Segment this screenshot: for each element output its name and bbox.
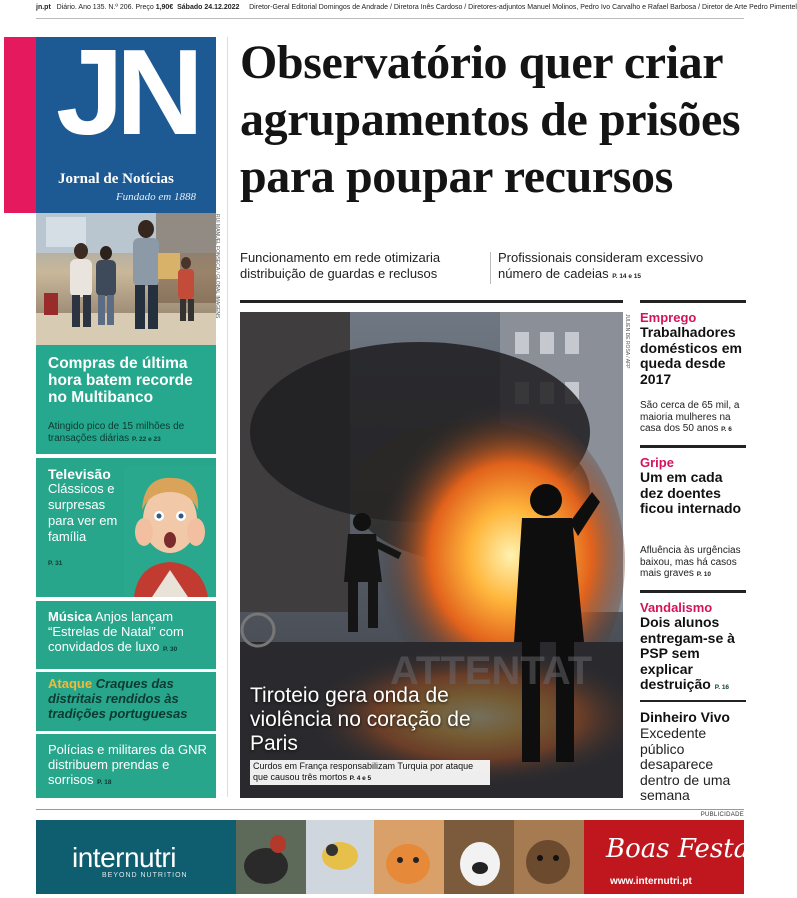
newspaper-name: Jornal de Notícias [58,171,174,187]
story-subtitle-text: São cerca de 65 mil, a maioria mulheres na casa dos 50 anos [640,400,740,434]
ad-animals-illustration [236,820,584,894]
story-box-gnr[interactable] [36,734,216,798]
ad-tagline: BEYOND NUTRITION [102,872,188,879]
story-text-body: Anjos lançam “Estrelas de Natal” com convidados de luxo [48,609,184,654]
paris-riot-photo[interactable] [240,312,623,798]
ad-greeting: Boas Festas [606,834,763,864]
story-subtitle [640,400,746,436]
story-kicker: Música [48,609,93,624]
shopping-photo[interactable] [36,213,216,345]
top-rule [36,18,744,19]
story-title-text: Dois alunos entregam-se à PSP sem explicar destruição [640,614,735,692]
story-kicker: Gripe [640,455,674,470]
ad-url[interactable]: www.internutri.pt [610,876,692,887]
main-headline[interactable]: Observatório quer criar agrupamentos de prisões para poupar recursos [240,36,741,203]
ad-brand-name: internutri [72,842,176,873]
story-title: Trabalhadores domésticos em queda desde 2017 [640,324,742,387]
page-ref: P. 14 e 15 [612,273,641,280]
headline-decks [240,250,745,290]
story-title [640,615,746,696]
right-rule [640,300,746,303]
story-subtitle [48,421,212,446]
page-ref: P. 22 e 23 [131,436,161,443]
story-text-body: Craques das distritais rendidos às tradições portuguesas [48,676,188,721]
page-ref: P. 10 [696,571,712,578]
right-rule [640,590,746,593]
right-column [640,300,746,803]
issue-date: Sábado 24.12.2022 [177,4,240,11]
ad-brand-panel [36,820,236,894]
story-text-body: Polícias e militares da GNR distribuem prendas e sorrisos [48,742,207,787]
bottom-rule [36,809,744,810]
deck-separator [490,252,491,284]
story-kicker: Ataque [48,676,93,691]
story-title: Um em cada dez doentes ficou internado [640,469,742,516]
masthead-accent-bar [4,37,36,213]
story-text [48,609,214,657]
story-subtitle-text: Afluência às urgências baixou, mas há casos mais graves [640,545,741,579]
story-box-music[interactable] [36,601,216,669]
page-ref: P. 16 [714,684,730,691]
story-box-attack[interactable] [36,672,216,731]
page-ref: P. 6 [721,426,732,433]
page-ref: P. 31 [48,560,63,567]
page-ref: P. 4 e 5 [349,775,372,782]
photo-headline: Tiroteio gera onda de violência no coração de Paris [250,684,471,755]
page-ref: P. 30 [162,646,178,653]
story-title: Compras de última hora batem recorde no Multibanco [48,355,193,406]
left-photo-credit: RUI MANUEL FONSECA / GLOBAL IMAGENS [214,214,220,319]
deck-left: Funcionamento em rede otimizaria distribuição de guardas e reclusos [240,250,441,281]
price: 1,90€ [155,4,174,11]
deck-right [498,250,746,285]
ad-greeting-panel [584,820,763,894]
story-subtitle-text: Atingido pico de 15 milhões de transações diárias [48,421,185,444]
top-strip [36,4,797,18]
staff-credits: Diretor-Geral Editorial Domingos de Andrade / Diretora Inês Cardoso / Diretores-adjuntos Manuel Molinos, Pedro Ivo Carvalho e Rafael Barbosa / Diretor de Arte Pedro Pimentel [249,4,797,11]
story-text: Clássicos e surpresas para ver em família [48,481,118,544]
column-divider [227,37,228,797]
shopping-mall-illustration [36,213,216,345]
photo-subtitle [250,760,490,785]
story-box-television[interactable] [36,458,216,597]
masthead-logo[interactable] [36,24,216,213]
story-kicker: Vandalismo [640,600,713,615]
story-kicker: Emprego [640,310,697,325]
story-subtitle [640,545,746,581]
page-ref: P. 18 [97,779,112,786]
svg-text:ATTENTAT: ATTENTAT [390,649,593,693]
site-label[interactable]: jn.pt [36,4,51,11]
child-actor-illustration [124,466,216,597]
story-box-multibanco[interactable] [36,345,216,454]
logo-letters: JN [56,24,196,160]
deck-right-text: Profissionais consideram excessivo número de cadeias [498,250,704,281]
story-title: Dinheiro Vivo [640,709,730,725]
photo-subtitle-text: Curdos em França responsabilizam Turquia por ataque que causou três mortos [253,761,474,782]
story-kicker: Televisão [48,466,111,482]
main-photo-credit: JULIEN DE ROSA / AFP [624,314,630,369]
story-text [48,676,214,721]
edition-info: Diário. Ano 135. N.º 206. Preço [56,4,154,11]
founded-tagline: Fundado em 1888 [115,191,196,203]
right-rule [640,700,746,702]
ad-label: PUBLICIDADE [700,812,744,818]
story-text [48,742,214,790]
right-rule [640,445,746,448]
main-rule [240,300,623,303]
story-text: Excedente público desaparece dentro de uma semana [640,725,731,803]
advertisement-banner[interactable] [36,820,763,894]
